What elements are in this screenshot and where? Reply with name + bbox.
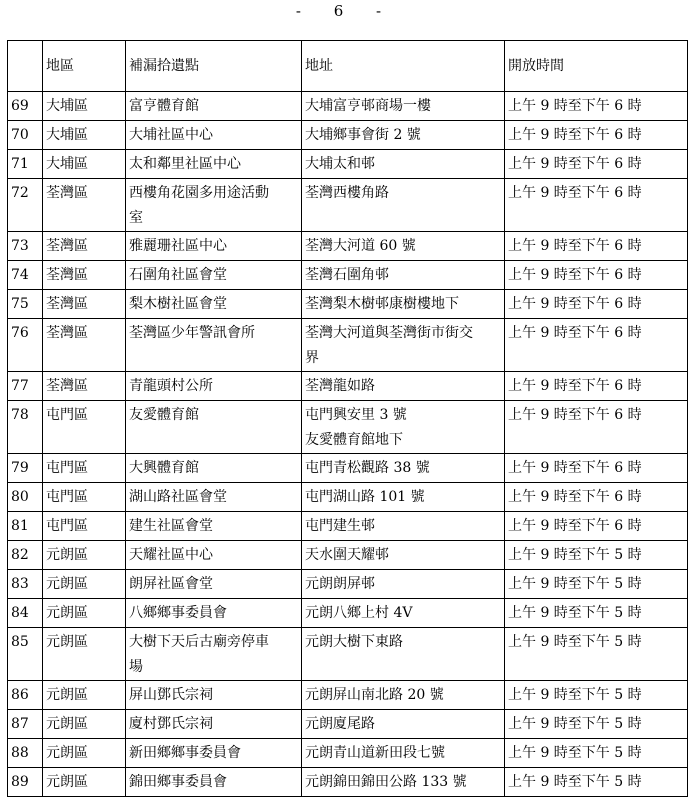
row-district: 荃灣區 bbox=[43, 319, 126, 372]
row-collection-point-line: 荃灣區少年警訊會所 bbox=[129, 325, 255, 341]
row-collection-point-line: 湖山路社區會堂 bbox=[129, 489, 227, 505]
table-row bbox=[8, 261, 688, 290]
row-collection-point-line: 大樹下天后古廟旁停車 bbox=[129, 634, 269, 650]
row-collection-point bbox=[126, 541, 302, 570]
row-address-line: 荃灣西樓角路 bbox=[305, 185, 389, 201]
row-collection-point-line: 新田鄉鄉事委員會 bbox=[129, 745, 241, 761]
row-address-line: 大埔太和邨 bbox=[305, 156, 375, 172]
header-number bbox=[8, 41, 43, 92]
row-address-line: 屯門建生邨 bbox=[305, 518, 375, 534]
row-collection-point bbox=[126, 710, 302, 739]
row-district: 荃灣區 bbox=[43, 290, 126, 319]
row-address bbox=[302, 628, 505, 681]
row-collection-point-line: 雅麗珊社區中心 bbox=[129, 238, 227, 254]
row-address-line: 元朗朗屏邨 bbox=[305, 576, 375, 592]
row-address-line: 大埔富亨邨商場一樓 bbox=[305, 98, 431, 114]
row-district: 元朗區 bbox=[43, 768, 126, 797]
row-opening-hours: 上午 9 時至下午 6 時 bbox=[505, 232, 688, 261]
row-collection-point-line: 建生社區會堂 bbox=[129, 518, 213, 534]
row-opening-hours: 上午 9 時至下午 5 時 bbox=[505, 681, 688, 710]
table-row bbox=[8, 372, 688, 401]
row-address-line: 元朗廈尾路 bbox=[305, 716, 375, 732]
row-district: 屯門區 bbox=[43, 454, 126, 483]
table-row bbox=[8, 710, 688, 739]
header-address: 地址 bbox=[302, 41, 505, 92]
row-address bbox=[302, 232, 505, 261]
row-opening-hours: 上午 9 時至下午 5 時 bbox=[505, 541, 688, 570]
row-collection-point bbox=[126, 570, 302, 599]
row-district: 元朗區 bbox=[43, 599, 126, 628]
row-collection-point bbox=[126, 681, 302, 710]
table-row bbox=[8, 92, 688, 121]
row-collection-point-line: 室 bbox=[129, 210, 143, 226]
row-address-line: 屯門湖山路 101 號 bbox=[305, 489, 425, 505]
row-number: 69 bbox=[8, 92, 43, 121]
row-district: 荃灣區 bbox=[43, 372, 126, 401]
row-address-line: 荃灣石圍角邨 bbox=[305, 267, 389, 283]
row-district: 元朗區 bbox=[43, 739, 126, 768]
row-opening-hours: 上午 9 時至下午 6 時 bbox=[505, 401, 688, 454]
row-address-line: 荃灣梨木樹邨康樹樓地下 bbox=[305, 296, 459, 312]
table-row bbox=[8, 401, 688, 454]
row-collection-point bbox=[126, 261, 302, 290]
row-address bbox=[302, 92, 505, 121]
row-district: 大埔區 bbox=[43, 150, 126, 179]
row-collection-point-line: 屏山鄧氏宗祠 bbox=[129, 687, 213, 703]
row-opening-hours: 上午 9 時至下午 5 時 bbox=[505, 768, 688, 797]
table-row bbox=[8, 290, 688, 319]
row-address-line: 荃灣大河道 60 號 bbox=[305, 238, 416, 254]
row-number: 78 bbox=[8, 401, 43, 454]
row-opening-hours: 上午 9 時至下午 6 時 bbox=[505, 261, 688, 290]
row-opening-hours: 上午 9 時至下午 6 時 bbox=[505, 179, 688, 232]
row-opening-hours: 上午 9 時至下午 6 時 bbox=[505, 483, 688, 512]
row-collection-point-line: 廈村鄧氏宗祠 bbox=[129, 716, 213, 732]
row-address bbox=[302, 179, 505, 232]
row-collection-point-line: 青龍頭村公所 bbox=[129, 378, 213, 394]
row-collection-point bbox=[126, 290, 302, 319]
table-row bbox=[8, 121, 688, 150]
row-number: 81 bbox=[8, 512, 43, 541]
row-district: 元朗區 bbox=[43, 710, 126, 739]
row-opening-hours: 上午 9 時至下午 6 時 bbox=[505, 454, 688, 483]
row-district: 大埔區 bbox=[43, 92, 126, 121]
row-collection-point bbox=[126, 628, 302, 681]
row-address bbox=[302, 372, 505, 401]
row-address bbox=[302, 768, 505, 797]
row-collection-point bbox=[126, 319, 302, 372]
row-address bbox=[302, 512, 505, 541]
row-address-line: 友愛體育館地下 bbox=[305, 432, 403, 448]
row-collection-point-line: 富亨體育館 bbox=[129, 98, 199, 114]
row-collection-point bbox=[126, 512, 302, 541]
row-collection-point-line: 大埔社區中心 bbox=[129, 127, 213, 143]
row-collection-point-line: 錦田鄉事委員會 bbox=[129, 774, 227, 790]
row-address bbox=[302, 541, 505, 570]
table-row bbox=[8, 179, 688, 232]
table-row bbox=[8, 768, 688, 797]
row-district: 荃灣區 bbox=[43, 179, 126, 232]
table-row bbox=[8, 150, 688, 179]
row-district: 元朗區 bbox=[43, 681, 126, 710]
row-number: 75 bbox=[8, 290, 43, 319]
row-collection-point-line: 場 bbox=[129, 659, 143, 675]
row-opening-hours: 上午 9 時至下午 5 時 bbox=[505, 570, 688, 599]
row-number: 76 bbox=[8, 319, 43, 372]
row-number: 77 bbox=[8, 372, 43, 401]
row-district: 屯門區 bbox=[43, 483, 126, 512]
row-address bbox=[302, 454, 505, 483]
table-row bbox=[8, 599, 688, 628]
row-address bbox=[302, 483, 505, 512]
row-number: 79 bbox=[8, 454, 43, 483]
row-district: 大埔區 bbox=[43, 121, 126, 150]
row-district: 元朗區 bbox=[43, 541, 126, 570]
row-address bbox=[302, 570, 505, 599]
row-address-line: 屯門青松觀路 38 號 bbox=[305, 460, 430, 476]
row-collection-point-line: 八鄉鄉事委員會 bbox=[129, 605, 227, 621]
row-address-line: 天水圍天耀邨 bbox=[305, 547, 389, 563]
table-header-row bbox=[8, 41, 688, 92]
row-number: 89 bbox=[8, 768, 43, 797]
row-collection-point bbox=[126, 768, 302, 797]
row-district: 荃灣區 bbox=[43, 232, 126, 261]
row-address bbox=[302, 710, 505, 739]
row-opening-hours: 上午 9 時至下午 6 時 bbox=[505, 150, 688, 179]
row-address-line: 屯門興安里 3 號 bbox=[305, 407, 407, 423]
row-collection-point bbox=[126, 92, 302, 121]
row-address-line: 大埔鄉事會街 2 號 bbox=[305, 127, 421, 143]
row-number: 73 bbox=[8, 232, 43, 261]
row-opening-hours: 上午 9 時至下午 5 時 bbox=[505, 710, 688, 739]
row-collection-point bbox=[126, 232, 302, 261]
row-address-line: 荃灣龍如路 bbox=[305, 378, 375, 394]
header-opening-hours: 開放時間 bbox=[505, 41, 688, 92]
row-address-line: 界 bbox=[305, 350, 319, 366]
row-collection-point bbox=[126, 739, 302, 768]
row-number: 85 bbox=[8, 628, 43, 681]
row-address bbox=[302, 401, 505, 454]
table-row bbox=[8, 319, 688, 372]
row-collection-point-line: 天耀社區中心 bbox=[129, 547, 213, 563]
row-collection-point bbox=[126, 401, 302, 454]
row-number: 80 bbox=[8, 483, 43, 512]
row-address bbox=[302, 290, 505, 319]
row-opening-hours: 上午 9 時至下午 6 時 bbox=[505, 319, 688, 372]
row-address-line: 元朗青山道新田段七號 bbox=[305, 745, 445, 761]
table-row bbox=[8, 541, 688, 570]
row-opening-hours: 上午 9 時至下午 5 時 bbox=[505, 739, 688, 768]
row-district: 屯門區 bbox=[43, 401, 126, 454]
row-opening-hours: 上午 9 時至下午 6 時 bbox=[505, 512, 688, 541]
row-number: 74 bbox=[8, 261, 43, 290]
row-address-line: 元朗錦田錦田公路 133 號 bbox=[305, 774, 467, 790]
table-row bbox=[8, 681, 688, 710]
row-number: 71 bbox=[8, 150, 43, 179]
table-row bbox=[8, 454, 688, 483]
table-row bbox=[8, 512, 688, 541]
row-address bbox=[302, 599, 505, 628]
row-collection-point bbox=[126, 599, 302, 628]
row-number: 88 bbox=[8, 739, 43, 768]
row-collection-point-line: 友愛體育館 bbox=[129, 407, 199, 423]
collection-points-table bbox=[7, 40, 688, 797]
row-collection-point bbox=[126, 121, 302, 150]
table-row bbox=[8, 739, 688, 768]
row-address-line: 元朗屏山南北路 20 號 bbox=[305, 687, 444, 703]
row-address bbox=[302, 121, 505, 150]
row-district: 元朗區 bbox=[43, 628, 126, 681]
row-number: 87 bbox=[8, 710, 43, 739]
header-collection-point: 補漏拾遺點 bbox=[126, 41, 302, 92]
table-row bbox=[8, 232, 688, 261]
row-address bbox=[302, 319, 505, 372]
row-number: 82 bbox=[8, 541, 43, 570]
row-district: 屯門區 bbox=[43, 512, 126, 541]
row-address bbox=[302, 739, 505, 768]
row-collection-point bbox=[126, 372, 302, 401]
row-opening-hours: 上午 9 時至下午 6 時 bbox=[505, 290, 688, 319]
row-address bbox=[302, 681, 505, 710]
row-district: 元朗區 bbox=[43, 570, 126, 599]
row-opening-hours: 上午 9 時至下午 6 時 bbox=[505, 372, 688, 401]
table-row bbox=[8, 628, 688, 681]
table-row bbox=[8, 570, 688, 599]
row-opening-hours: 上午 9 時至下午 6 時 bbox=[505, 121, 688, 150]
row-collection-point bbox=[126, 483, 302, 512]
row-address bbox=[302, 150, 505, 179]
row-address-line: 元朗大樹下東路 bbox=[305, 634, 403, 650]
row-opening-hours: 上午 9 時至下午 5 時 bbox=[505, 599, 688, 628]
row-address-line: 荃灣大河道與荃灣街市街交 bbox=[305, 325, 473, 341]
row-collection-point-line: 朗屏社區會堂 bbox=[129, 576, 213, 592]
row-number: 72 bbox=[8, 179, 43, 232]
page-number: - 6 - bbox=[295, 2, 396, 20]
row-collection-point bbox=[126, 454, 302, 483]
row-collection-point-line: 大興體育館 bbox=[129, 460, 199, 476]
row-opening-hours: 上午 9 時至下午 5 時 bbox=[505, 628, 688, 681]
row-number: 83 bbox=[8, 570, 43, 599]
row-collection-point-line: 西樓角花園多用途活動 bbox=[129, 185, 269, 201]
row-collection-point-line: 石圍角社區會堂 bbox=[129, 267, 227, 283]
row-opening-hours: 上午 9 時至下午 6 時 bbox=[505, 92, 688, 121]
row-address-line: 元朗八鄉上村 4V bbox=[305, 605, 413, 621]
row-district: 荃灣區 bbox=[43, 261, 126, 290]
row-number: 70 bbox=[8, 121, 43, 150]
table-row bbox=[8, 483, 688, 512]
row-collection-point bbox=[126, 150, 302, 179]
row-number: 86 bbox=[8, 681, 43, 710]
row-collection-point bbox=[126, 179, 302, 232]
row-collection-point-line: 太和鄰里社區中心 bbox=[129, 156, 241, 172]
row-address bbox=[302, 261, 505, 290]
row-collection-point-line: 梨木樹社區會堂 bbox=[129, 296, 227, 312]
header-district: 地區 bbox=[43, 41, 126, 92]
row-number: 84 bbox=[8, 599, 43, 628]
